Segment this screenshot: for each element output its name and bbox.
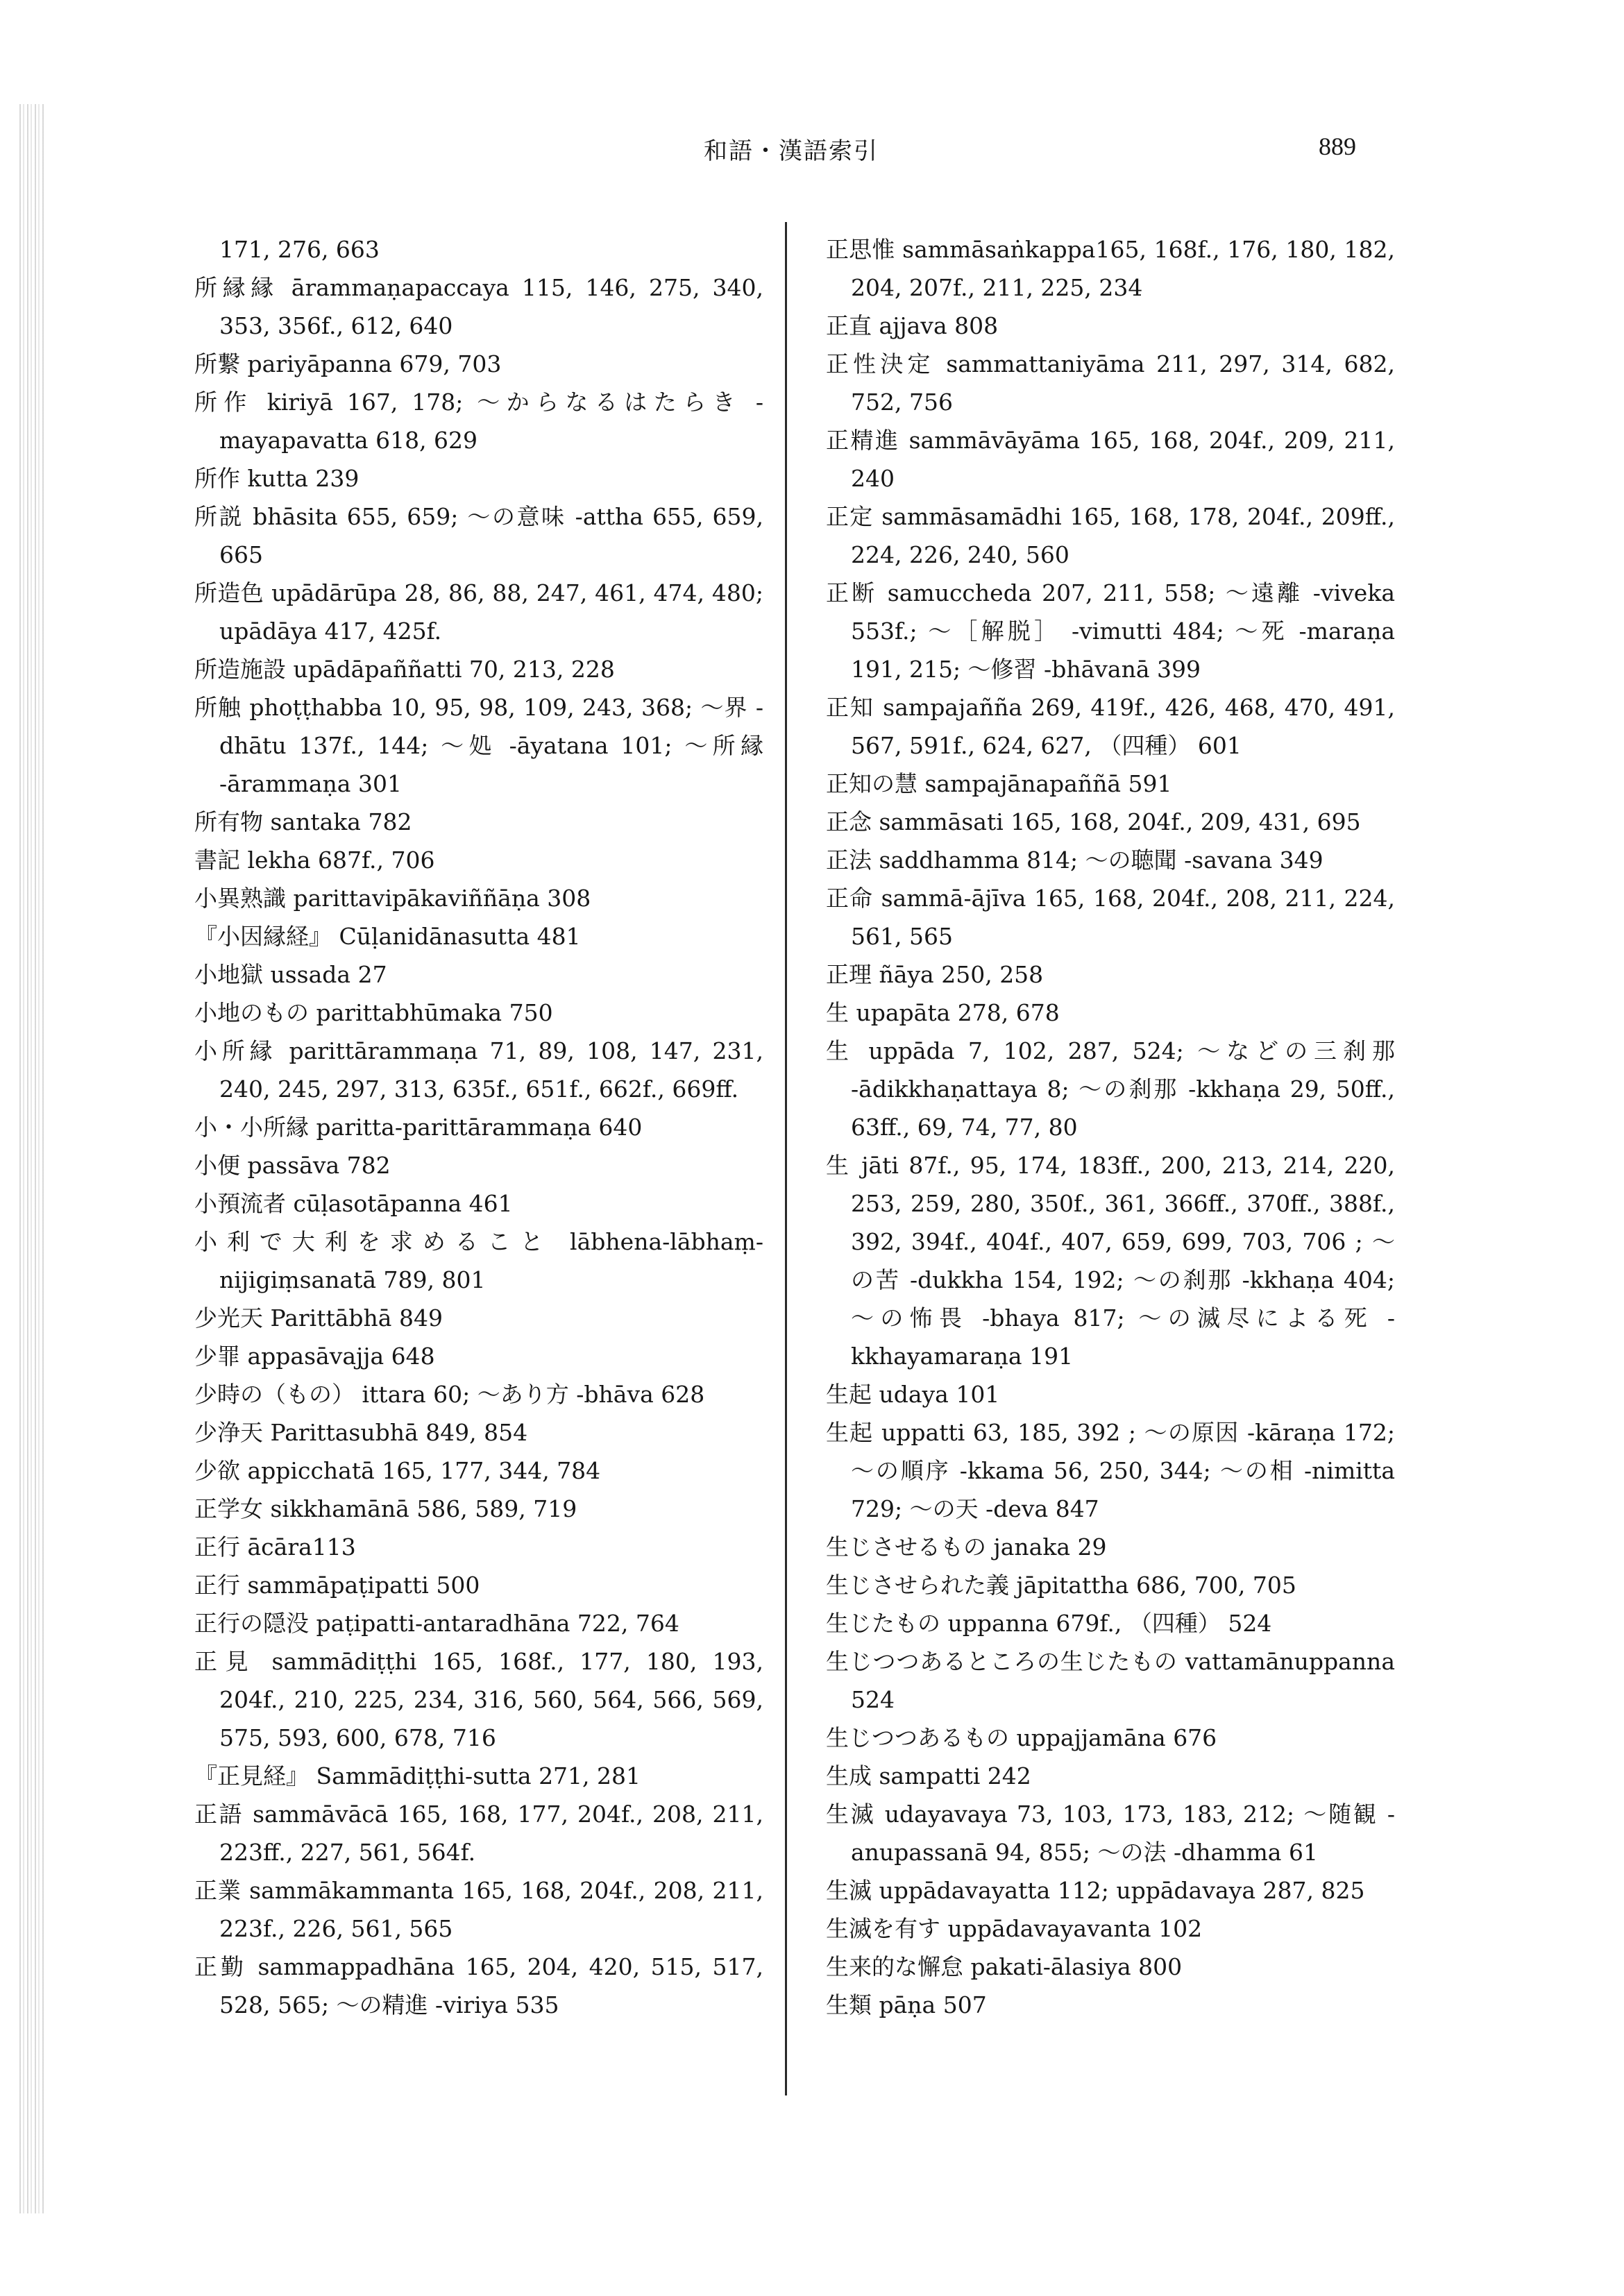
index-entry: 小異熟識 parittavipākaviññāṇa 308 (194, 885, 591, 912)
index-entry: 正性決定 sammattaniyāma 211, 297, 314, 682, 752, 756 (826, 350, 1395, 416)
index-entry: 正思惟 sammāsaṅkappa165, 168f., 176, 180, 182, 204, 207f., 211, 225, 234 (826, 236, 1395, 301)
index-entry: 生成 sampatti 242 (826, 1762, 1031, 1789)
index-entry: 生類 pāṇa 507 (826, 1991, 987, 2018)
index-entry: 正法 saddhamma 814; ～の聴聞 -savana 349 (826, 847, 1323, 874)
index-entry: 少欲 appicchatā 165, 177, 344, 784 (194, 1457, 601, 1484)
index-entry: 正理 ñāya 250, 258 (826, 961, 1044, 988)
index-entry: 所有物 santaka 782 (194, 808, 412, 835)
index-entry: 生滅を有す uppādavayavanta 102 (826, 1915, 1203, 1942)
index-entry: 生じさせられた義 jāpitattha 686, 700, 705 (826, 1572, 1296, 1599)
index-entry: 正業 sammākammanta 165, 168, 204f., 208, 211, 223f., 226, 561, 565 (194, 1877, 763, 1942)
index-entry: 正知 sampajañña 269, 419f., 426, 468, 470, 491, 567, 591f., 624, 627, （四種） 601 (826, 694, 1395, 759)
index-entry: 少光天 Parittābhā 849 (194, 1304, 443, 1332)
index-entry: 『小因縁経』 Cūḷanidānasutta 481 (194, 923, 581, 950)
index-entry: 生じつつあるところの生じたもの vattamānuppanna 524 (826, 1648, 1395, 1713)
index-entry: 所作 kiriyā 167, 178; ～からなるはたらき -mayapavatta 618, 629 (194, 389, 763, 454)
index-entry: 少浄天 Parittasubhā 849, 854 (194, 1419, 528, 1446)
index-entry: 正直 ajjava 808 (826, 312, 999, 339)
index-entry: 正定 sammāsamādhi 165, 168, 178, 204f., 209ff., 224, 226, 240, 560 (826, 503, 1395, 568)
index-entry: 生起 uppatti 63, 185, 392 ; ～の原因 -kāraṇa 172; ～の順序 -kkama 56, 250, 344; ～の相 -nimitta 729; ～の天 -deva 847 (826, 1419, 1395, 1522)
index-entry: 正知の慧 sampajānapaññā 591 (826, 770, 1172, 797)
index-entry: 正見 sammādiṭṭhi 165, 168f., 177, 180, 193, 204f., 210, 225, 234, 316, 560, 564, 566, 569, 575, 593, 600, 678, 716 (194, 1648, 763, 1751)
index-entry: 正語 sammāvācā 165, 168, 177, 204f., 208, 211, 223ff., 227, 561, 564f. (194, 1801, 763, 1866)
index-entry: 生来的な懈怠 pakati-ālasiya 800 (826, 1953, 1183, 1980)
running-header-title: 和語・漢語索引 (704, 137, 879, 165)
index-entry: 正断 samuccheda 207, 211, 558; ～遠離 -viveka 553f.; ～［解脱］ -vimutti 484; ～死 -maraṇa 191, 215; ～修習 -bhāvanā 399 (826, 579, 1395, 683)
index-entry: 小地のもの parittabhūmaka 750 (194, 999, 553, 1026)
index-entry: 生 upapāta 278, 678 (826, 999, 1060, 1026)
index-entry: 所縁縁 ārammaṇapaccaya 115, 146, 275, 340, 353, 356f., 612, 640 (194, 274, 763, 339)
index-entry: 少時の（もの） ittara 60; ～あり方 -bhāva 628 (194, 1381, 705, 1408)
column-divider (785, 222, 787, 2095)
index-entry: 小預流者 cūḷasotāpanna 461 (194, 1190, 513, 1217)
index-entry: 小・小所縁 paritta-parittārammaṇa 640 (194, 1114, 643, 1141)
index-entry: 正行 sammāpaṭipatti 500 (194, 1572, 480, 1599)
index-entry: 正行の隠没 paṭipatti-antaradhāna 722, 764 (194, 1610, 679, 1637)
index-entry: 171, 276, 663 (219, 236, 380, 263)
index-entry: 生起 udaya 101 (826, 1381, 1000, 1408)
index-entry: 少罪 appasāvajja 648 (194, 1343, 435, 1370)
index-entry: 小利で大利を求めること lābhena-lābhaṃ-nijigiṃsanatā 789, 801 (194, 1228, 763, 1293)
index-entry: 正精進 sammāvāyāma 165, 168, 204f., 209, 211, 240 (826, 427, 1395, 492)
index-entry: 所繋 pariyāpanna 679, 703 (194, 350, 502, 377)
index-entry: 所造施設 upādāpaññatti 70, 213, 228 (194, 656, 615, 683)
index-entry: 生滅 uppādavayatta 112; uppādavaya 287, 825 (826, 1877, 1365, 1904)
index-entry: 生じたもの uppanna 679f., （四種） 524 (826, 1610, 1272, 1637)
page-number: 889 (1319, 133, 1356, 160)
index-entry: 所説 bhāsita 655, 659; ～の意味 -attha 655, 659, 665 (194, 503, 763, 568)
index-entry: 正勤 sammappadhāna 165, 204, 420, 515, 517, 528, 565; ～の精進 -viriya 535 (194, 1953, 763, 2018)
index-entry: 所造色 upādārūpa 28, 86, 88, 247, 461, 474, 480; upādāya 417, 425f. (194, 579, 763, 645)
index-entry: 小地獄 ussada 27 (194, 961, 387, 988)
index-entry: 所触 phoṭṭhabba 10, 95, 98, 109, 243, 368; ～界 -dhātu 137f., 144; ～処 -āyatana 101; ～所縁 -ārammaṇa 301 (194, 694, 763, 797)
index-entry: 生 uppāda 7, 102, 287, 524; ～などの三刹那 -ādikkhaṇattaya 8; ～の刹那 -kkhaṇa 29, 50ff., 63ff., 69, 74, 77, 80 (826, 1037, 1395, 1141)
index-entry: 小所縁 parittārammaṇa 71, 89, 108, 147, 231, 240, 245, 297, 313, 635f., 651f., 662f., 669ff. (194, 1037, 763, 1103)
page-scan-edge (19, 104, 44, 2213)
index-entry: 小便 passāva 782 (194, 1152, 391, 1179)
index-entry: 所作 kutta 239 (194, 465, 360, 492)
index-entry: 生 jāti 87f., 95, 174, 183ff., 200, 213, 214, 220, 253, 259, 280, 350f., 361, 366ff., 370ff., 388f., 392, 394f., 404f., 407, 659, 699, 703, 706 ; ～の苦 -dukkha 154, 192; ～の刹那 -kkhaṇa 404; ～の怖畏 -bhaya 817; ～の滅尽による死 -kkhayamaraṇa 191 (826, 1152, 1395, 1370)
index-entry: 正念 sammāsati 165, 168, 204f., 209, 431, 695 (826, 808, 1361, 835)
index-entry: 生じさせるもの janaka 29 (826, 1533, 1107, 1561)
index-entry: 生じつつあるもの uppajjamāna 676 (826, 1724, 1217, 1751)
index-entry: 正命 sammā-ājīva 165, 168, 204f., 208, 211, 224, 561, 565 (826, 885, 1395, 950)
index-entry: 『正見経』 Sammādiṭṭhi-sutta 271, 281 (194, 1762, 641, 1789)
index-column-right (826, 230, 1395, 2024)
index-entry: 生滅 udayavaya 73, 103, 173, 183, 212; ～随観 -anupassanā 94, 855; ～の法 -dhamma 61 (826, 1801, 1395, 1866)
index-column-left (194, 230, 763, 2024)
index-entry: 正学女 sikkhamānā 586, 589, 719 (194, 1495, 577, 1522)
index-entry: 正行 ācāra113 (194, 1533, 356, 1561)
index-entry: 書記 lekha 687f., 706 (194, 847, 435, 874)
